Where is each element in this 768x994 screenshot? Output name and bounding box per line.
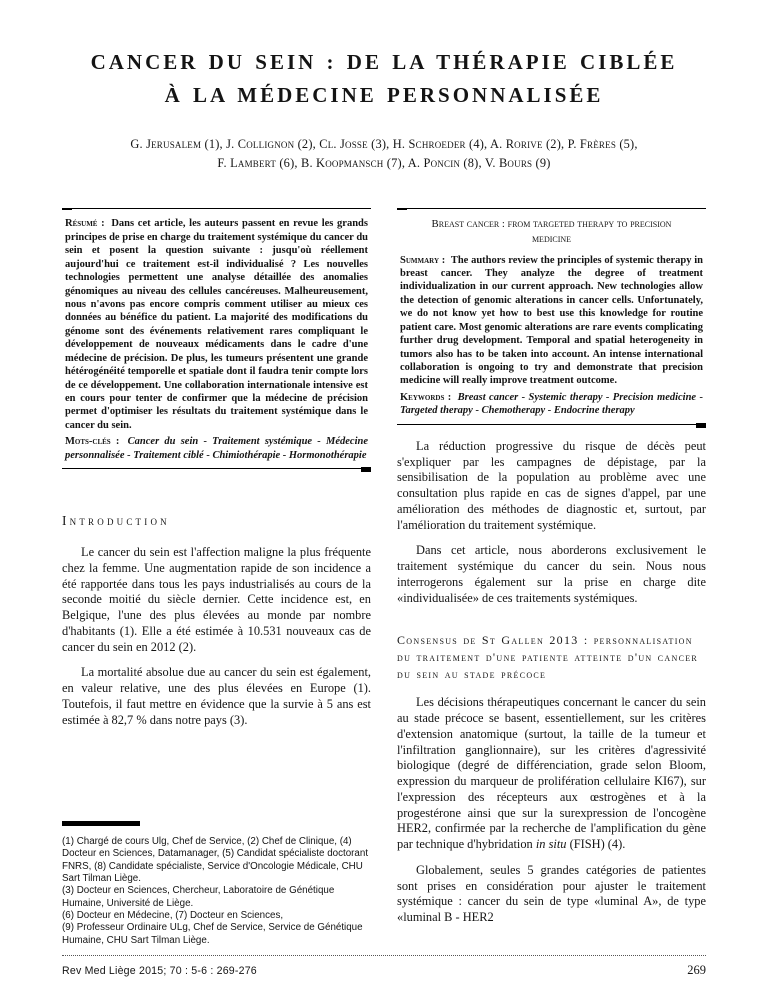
keywords-paragraph	[400, 391, 703, 418]
body-paragraph-1: La réduction progressive du risque de décès peut s'expliquer par les campagnes de dépistage, par la sensibilisation de la population au problème avec une consultation plus rapide en cas de signes d'appel, par une amélioration des méthodes de diagnostic et, surtout, par l'amélioration du traitement systémique.	[397, 438, 706, 532]
authors-line	[62, 135, 706, 172]
title-line-1: CANCER DU SEIN : DE LA THÉRAPIE CIBLÉE	[90, 50, 678, 74]
summary-paragraph	[400, 254, 703, 388]
right-column	[397, 208, 706, 947]
page-number: 269	[687, 963, 706, 977]
mots-cles-paragraph	[65, 435, 368, 462]
paragraph-3-text: Les décisions thérapeutiques concernant le cancer du sein au stade précoce se basent, essentiellement, sur les critères d'extension anatomique (surtout, la taille de la tumeur et l'infiltration ganglionnaire), sur les critères d'agressivité biologique (degré de différenciation, grade selon Bloom, expression du marqueur de prolifération cellulaire KI67), sur l'expression des récepteurs aux œstrogènes et à la progestérone ainsi que sur la surexpression de l'oncogène HER2, confirmée par la recherche de l'amplification du gène par technique d'hybridation	[397, 695, 706, 852]
mots-cles-text: Cancer du sein - Traitement systémique - Médecine personnalisée - Traitement ciblé - Chimiothérapie - Hormonothérapie	[65, 436, 369, 461]
body-paragraph-3	[397, 695, 706, 853]
abstract-english-box	[397, 208, 706, 424]
two-column-body	[62, 208, 706, 947]
resume-paragraph	[65, 217, 368, 432]
footnote-3: (6) Docteur en Médecine, (7) Docteur en Sciences,	[62, 909, 284, 921]
footnote-1: (1) Chargé de cours Ulg, Chef de Service, (2) Chef de Clinique, (4) Docteur en Sciences, Datamanager, (5) Candidat spécialiste doctorant FNRS, (8) Candidate spécialiste, Service d'Oncologie Médicale, CHU Sart Tilman Liège.	[62, 835, 369, 884]
resume-label: Résumé :	[65, 218, 105, 230]
body-paragraph-2: Dans cet article, nous aborderons exclusivement le traitement systémique du cancer du sein. Nous nous interrogerons également sur la prise en charge dite «individualisée» de ces traitements systémiques.	[397, 543, 706, 605]
footnote-separator-rule	[62, 821, 140, 826]
paragraph-3-end: (FISH) (4).	[566, 837, 626, 852]
page-footer	[62, 955, 706, 978]
journal-reference: Rev Med Liège 2015; 70 : 5-6 : 269-276	[62, 965, 257, 977]
mots-cles-label: Mots-clés :	[65, 436, 120, 448]
title-line-2: À LA MÉDECINE PERSONNALISÉE	[164, 82, 604, 107]
authors-line-1: G. Jerusalem (1), J. Collignon (2), Cl. Josse (3), H. Schroeder (4), A. Rorive (2), P. Frères (5),	[130, 137, 638, 152]
article-header	[62, 40, 706, 172]
footnotes-section	[62, 815, 371, 947]
summary-text: The authors review the principles of systemic therapy in breast cancer. They analyze the degree of treatment individualization in our current approach. New technologies allow the detection of genomic alterations in cancer cells. Unfortunately, we do not know yet how to best use this knowledge for routine patient care. Most genomic alterations are rare events complicating further drug development. Temporal and spatial heterogeneity in tumors also has to be taken into account. An intense international collaboration is ongoing to try and demonstrate that precision medicine will really improve treatment outcome.	[400, 254, 703, 387]
footnote-2: (3) Docteur en Sciences, Chercheur, Laboratoire de Génétique Humaine, Université de Liège.	[62, 885, 335, 909]
resume-text: Dans cet article, les auteurs passent en revue les grands principes de prise en charge du traitement systémique du cancer du sein et posent la question suivante : jusqu'où réellement aujourd'hui ce traitement est-il individualisé ? Les nouvelles technologies permettent une analyse détaillée des anomalies génomiques au niveau des cellules cancéreuses. Malheureusement, nous n'avons pas encore compris comment utiliser au mieux ces données au bénéfice du patient. La majorité des modifications du génome sont des événements relativement rares compliquant le développement de nouveaux médicaments dans le cadre d'une médecine de précision. De plus, les tumeurs présentent une grande hétérogénéité temporelle et spatiale dont il faudra tenir compte lors de ce développement. Une collaboration internationale intensive est en cours pour tenter de confirmer que la médecine de précision permet d'optimiser les résultats du traitement systémique dans le cancer du sein.	[65, 218, 368, 431]
authors-line-2: F. Lambert (6), B. Koopmansch (7), A. Poncin (8), V. Bours (9)	[217, 155, 551, 170]
abstract-french-box	[62, 208, 371, 469]
consensus-heading: Consensus de St Gallen 2013 : personnalisation du traitement d'une patiente atteinte d'un cancer du sein au stade précoce	[397, 633, 699, 682]
keywords-label: Keywords :	[400, 391, 452, 403]
summary-label: Summary :	[400, 254, 446, 266]
paragraph-3-italic: in situ	[535, 837, 567, 852]
introduction-heading: Introduction	[62, 513, 170, 529]
english-abstract-title: Breast cancer : from targeted therapy to precision medicine	[431, 218, 672, 246]
article-title	[62, 46, 706, 111]
body-paragraph-4: Globalement, seules 5 grandes catégories de patientes sont prises en considération pour ajuster le traitement systémique : cancer du sein de type «luminal A», de type «luminal B - HER2	[397, 862, 706, 925]
keywords-text: Breast cancer - Systemic therapy - Precision medicine - Targeted therapy - Chemotherapy - Endocrine therapy	[400, 391, 703, 417]
left-column	[62, 208, 371, 947]
intro-paragraph-1: Le cancer du sein est l'affection maligne la plus fréquente chez la femme. Une augmentation rapide de son incidence a été rapportée dans tous les pays industrialisés au cours de la seconde moitié du siècle dernier. Cette incidence est, en Belgique, l'une des plus élevées au monde par nombre d'habitants (1). Elle a été estimée à 10.531 nouveaux cas de cancer du sein en 2012 (2).	[62, 545, 371, 654]
footnote-4: (9) Professeur Ordinaire ULg, Chef de Service, Service de Génétique Humaine, CHU Sart Tilman Liège.	[62, 922, 363, 946]
intro-paragraph-2: La mortalité absolue due au cancer du sein est également, en valeur relative, une des plus élevées en Europe (1). Toutefois, il faut mettre en évidence que la survie à 5 ans est estimée à 82,7 % dans notre pays (3).	[62, 665, 371, 727]
